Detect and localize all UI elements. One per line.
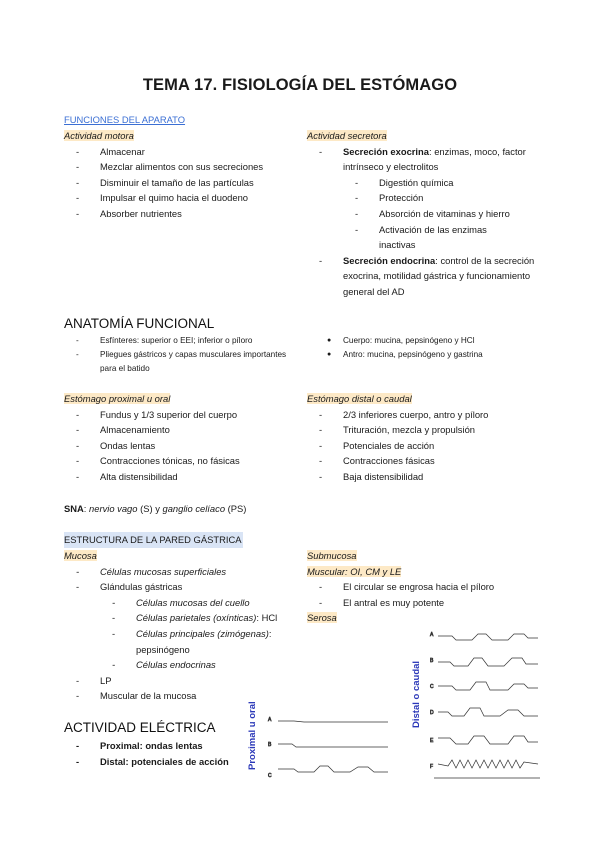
sna-vago: nervio vago bbox=[89, 503, 138, 514]
trace-label-b: B bbox=[268, 742, 272, 748]
list-item: - Contracciones fásicas bbox=[343, 453, 547, 469]
mucosa-label: Mucosa bbox=[64, 550, 97, 561]
mucosa-sublist bbox=[136, 595, 306, 673]
electrica-column bbox=[100, 738, 250, 769]
sna-line bbox=[64, 501, 246, 517]
list-item: - Proximal: ondas lentas bbox=[100, 738, 250, 754]
distal-column bbox=[307, 391, 547, 485]
muscular-label: Muscular: OI, CM y LE bbox=[307, 565, 402, 577]
distal-figure-label: Distal o caudal bbox=[411, 660, 422, 728]
trace-label-de: E bbox=[430, 738, 434, 744]
section-heading-pared: ESTRUCTURA DE LA PARED GÁSTRICA bbox=[64, 532, 243, 548]
list-item: - Esfínteres: superior o EEI; inferior o píloro bbox=[100, 334, 300, 348]
parietales: Células parietales (oxínticas) bbox=[136, 612, 257, 624]
proximal-trace-b bbox=[278, 744, 388, 747]
mucosa-column bbox=[64, 548, 304, 704]
sna-celiaco: ganglio celíaco bbox=[162, 503, 226, 514]
distal-label: Estómago distal o caudal bbox=[307, 393, 412, 404]
distal-trace-b bbox=[438, 658, 538, 666]
list-item: - Trituración, mezcla y propulsión bbox=[343, 422, 547, 438]
section-heading-funciones: FUNCIONES DEL APARATO bbox=[64, 114, 186, 125]
list-item: - Distal: potenciales de acción bbox=[100, 754, 250, 770]
list-item: - Células mucosas superficiales bbox=[100, 564, 304, 580]
principales: Células principales (zimógenas) bbox=[136, 627, 269, 639]
electrica-list bbox=[100, 738, 250, 769]
trace-label-dc: C bbox=[430, 684, 434, 690]
motora-label: Actividad motora bbox=[64, 130, 134, 141]
list-item: - Alta distensibilidad bbox=[100, 469, 304, 485]
sna-sep: : bbox=[83, 503, 90, 514]
proximal-trace-c bbox=[278, 766, 388, 772]
endocrina-text: : control de la secreción exocrina, motilidad gástrica y funcionamiento general del AD bbox=[343, 254, 535, 297]
list-item: - Digestión química bbox=[379, 175, 543, 191]
list-item: - Glándulas gástricas bbox=[100, 579, 304, 595]
mucosa-list-2 bbox=[100, 673, 304, 704]
list-item: - Almacenar bbox=[100, 144, 304, 160]
distal-list bbox=[343, 407, 547, 485]
trace-label-df: F bbox=[430, 764, 434, 770]
submucosa-column bbox=[307, 548, 547, 626]
list-item: - Ondas lentas bbox=[100, 438, 304, 454]
anatomia-right-list bbox=[343, 334, 563, 362]
distal-trace-f bbox=[438, 760, 538, 768]
muscular-list bbox=[343, 579, 547, 610]
list-item: - Protección bbox=[379, 190, 543, 206]
sna-label: SNA bbox=[64, 503, 84, 514]
exocrina-bold: Secreción exocrina bbox=[343, 145, 429, 157]
anatomia-left bbox=[100, 334, 300, 376]
mucosa-list bbox=[100, 564, 304, 595]
trace-label-da: A bbox=[430, 632, 434, 638]
proximal-figure-label: Proximal u oral bbox=[247, 701, 258, 770]
distal-trace-c bbox=[438, 682, 538, 690]
exocrina-sublist bbox=[379, 175, 543, 253]
list-item: - Disminuir el tamaño de las partículas bbox=[100, 175, 304, 191]
secretora-list-2 bbox=[343, 253, 543, 300]
list-item: - Baja distensibilidad bbox=[343, 469, 547, 485]
section-heading-electrica: ACTIVIDAD ELÉCTRICA bbox=[64, 720, 216, 735]
list-item: - Absorber nutrientes bbox=[100, 206, 304, 222]
list-item: - Impulsar el quimo hacia el duodeno bbox=[100, 190, 304, 206]
distal-trace-a bbox=[438, 634, 538, 640]
list-item: - Almacenamiento bbox=[100, 422, 304, 438]
list-item: - Absorción de vitaminas y hierro bbox=[379, 206, 543, 222]
list-item: - Pliegues gástricos y capas musculares importantes para el batido bbox=[100, 348, 300, 376]
list-item: - LP bbox=[100, 673, 304, 689]
distal-traces-figure bbox=[428, 626, 556, 786]
proximal-list bbox=[100, 407, 304, 485]
secretora-label: Actividad secretora bbox=[307, 130, 387, 141]
list-item-exocrina bbox=[343, 144, 543, 175]
distal-trace-d bbox=[438, 708, 538, 716]
motora-list bbox=[100, 144, 304, 222]
section-heading-anatomia: ANATOMÍA FUNCIONAL bbox=[64, 316, 215, 331]
list-item: - Mezclar alimentos con sus secreciones bbox=[100, 159, 304, 175]
distal-trace-e bbox=[438, 736, 538, 744]
anatomia-right bbox=[343, 334, 563, 362]
list-item: - Células endocrinas bbox=[136, 657, 306, 673]
list-item bbox=[136, 626, 306, 657]
trace-label-dd: D bbox=[430, 710, 434, 716]
page-title: TEMA 17. FISIOLOGÍA DEL ESTÓMAGO bbox=[142, 76, 458, 94]
list-item: - Potenciales de acción bbox=[343, 438, 547, 454]
sna-celiaco-tag: (PS) bbox=[225, 503, 247, 514]
parietales-val: : HCl bbox=[256, 612, 278, 624]
trace-label-a: A bbox=[268, 717, 272, 723]
list-item-endocrina bbox=[343, 253, 543, 300]
list-item: - Fundus y 1/3 superior del cuerpo bbox=[100, 407, 304, 423]
list-item: - Muscular de la mucosa bbox=[100, 688, 304, 704]
trace-label-db: B bbox=[430, 658, 434, 664]
list-item: ● Cuerpo: mucina, pepsinógeno y HCl bbox=[343, 334, 563, 348]
secretora-column bbox=[307, 128, 547, 300]
trace-label-c: C bbox=[268, 773, 272, 779]
list-item bbox=[136, 610, 306, 626]
anatomia-left-list bbox=[100, 334, 300, 376]
submucosa-label: Submucosa bbox=[307, 550, 357, 561]
proximal-column bbox=[64, 391, 304, 485]
principales-val: : pepsinógeno bbox=[136, 627, 272, 655]
list-item: - 2/3 inferiores cuerpo, antro y píloro bbox=[343, 407, 547, 423]
sna-vago-tag: (S) y bbox=[137, 503, 163, 514]
list-item: - El antral es muy potente bbox=[343, 595, 547, 611]
endocrina-bold: Secreción endocrina bbox=[343, 254, 436, 266]
secretora-list bbox=[343, 144, 543, 175]
proximal-trace-a bbox=[278, 721, 388, 722]
list-item: - Contracciones tónicas, no fásicas bbox=[100, 453, 304, 469]
motora-column bbox=[64, 128, 304, 222]
list-item: - El circular se engrosa hacia el píloro bbox=[343, 579, 547, 595]
serosa-label: Serosa bbox=[307, 612, 337, 624]
list-item: - Activación de las enzimas inactivas bbox=[379, 222, 503, 253]
list-item: ● Antro: mucina, pepsinógeno y gastrina bbox=[343, 348, 563, 362]
exocrina-text: : enzimas, moco, factor intrínseco y electrolitos bbox=[343, 145, 526, 173]
proximal-label: Estómago proximal u oral bbox=[64, 393, 171, 404]
list-item: - Células mucosas del cuello bbox=[136, 595, 306, 611]
proximal-traces-figure bbox=[264, 704, 410, 784]
